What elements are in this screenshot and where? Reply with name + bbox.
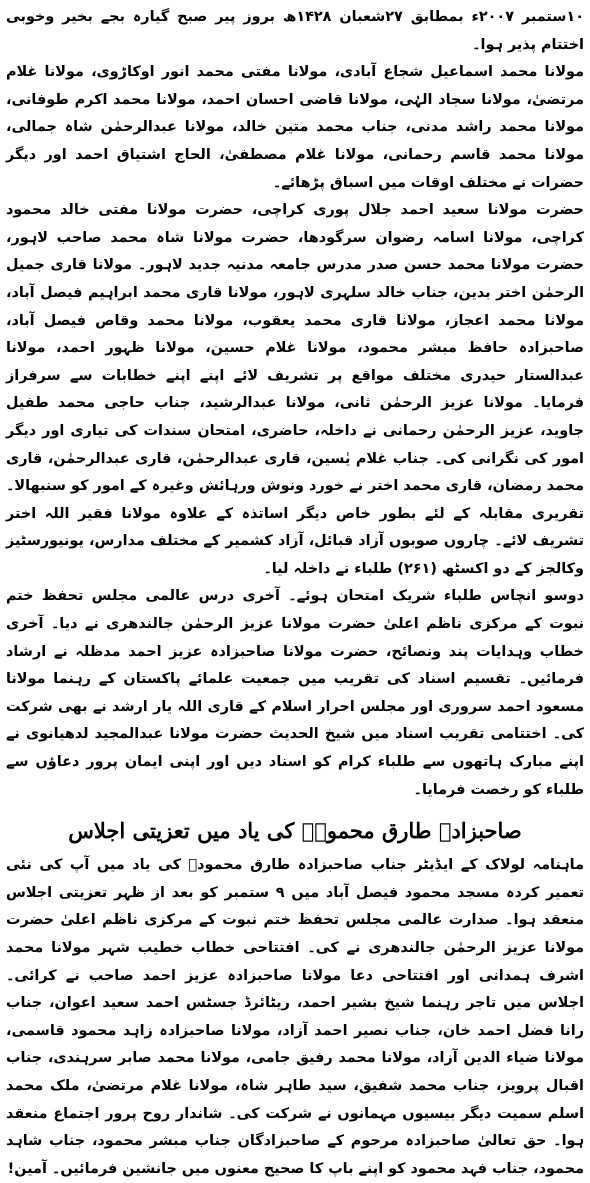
condolence-heading: صاحبزادہ طارق محمودؒ کی یاد میں تعزیتی اجلاس [68, 818, 522, 844]
condolence-paragraph: ماہنامہ لولاک کے ایڈیٹر جناب صاحبزادہ طارق محمودؒ کی یاد میں آپ کی نئی تعمیر کردہ مسجد محمود فیصل آباد میں ۹ ستمبر کو بعد از ظہر تعزیتی اجلاس منعقد ہوا۔ صدارت عالمی مجلس تحفظ ختم نبوت کے مرکزی ناظم اعلیٰ حضرت مولانا عزیز الرحمٰن جالندھری نے کی۔ افتتاحی خطاب خطیب شہر مولانا محمد اشرف ہمدانی اور افتتاحی دعا مولانا صاحبزادہ عزیز احمد صاحب نے کرائی۔ اجلاس میں تاجر رہنما شیخ بشیر احمد، ریٹائرڈ جسٹس احمد سعید اعوان، جناب رانا فضل احمد خان، جناب نصیر احمد آزاد، مولانا صاحبزادہ زاہد محمود قاسمی، مولانا ضیاء الدین آزاد، مولانا محمد رفیق جامی، مولانا محمد صابر سرہندی، جناب اقبال پرویز، جناب محمد شفیق، سید طاہر شاہ، مولانا غلام مرتضیٰ، ملک محمد اسلم سمیت دیگر بیسیوں مہمانوں نے شرکت کی۔ شاندار روح پرور اجتماع منعقد ہوا۔ حق تعالیٰ صاحبزادہ مرحوم کے صاحبزادگان جناب مبشر محمود، جناب شاہد محمود، جناب فہد محمود کو اپنے باپ کا صحیح معنوں میں جانشین فرمائیں۔ آمین! [6, 857, 584, 1177]
closing-date-paragraph: ۱۰ستمبر ۲۰۰۷ء بمطابق ۲۷شعبان ۱۴۲۸ھ بروز پیر صبح گیارہ بجے بخیر وخوبی اختتام پذیر ہوا۔ [6, 9, 584, 53]
teachers-paragraph: مولانا محمد اسماعیل شجاع آبادی، مولانا مفتی محمد انور اوکاڑوی، مولانا غلام مرتضیٰ، مولانا سجاد الہٰی، مولانا قاضی احسان احمد، مولانا محمد اکرم طوفانی، مولانا محمد راشد مدنی، جناب محمد متین خالد، مولانا عبدالرحمٰن شاہ جمالی، مولانا محمد قاسم رحمانی، مولانا غلام مصطفیٰ، الحاج اشتیاق احمد اور دیگر حضرات نے مختلف اوقات میں اسباق پڑھائے۔ [6, 64, 584, 191]
exam-ceremony-paragraph: دوسو انچاس طلباء شریک امتحان ہوئے۔ آخری درس عالمی مجلس تحفظ ختم نبوت کے مرکزی ناظم اعلیٰ حضرت مولانا عزیز الرحمٰن جالندھری نے دیا۔ آخری خطاب وہدایات پند ونصائح، حضرت مولانا صاحبزادہ عزیز احمد مدظلہ نے ارشاد فرمائیں۔ تقسیم اسناد کی تقریب میں جمعیت علمائے پاکستان کے رہنما مولانا مسعود احمد سروری اور مجلس احرار اسلام کے قاری اللہ یار ارشد نے بھی شرکت کی۔ اختتامی تقریب اسناد میں شیخ الحدیث حضرت مولانا عبدالمجید لدھیانوی نے اپنے مبارک ہاتھوں سے طلباء کرام کو اسناد دیں اور اپنی ایمان پرور دعاؤں سے طلباء کو رخصت فرمایا۔ [6, 588, 584, 798]
guests-paragraph: حضرت مولانا سعید احمد جلال پوری کراچی، حضرت مولانا مفتی خالد محمود کراچی، مولانا اسامہ رضوان سرگودھا، حضرت مولانا شاہ محمد صاحب لاہور، حضرت مولانا محمد حسن صدر مدرس جامعہ مدنیہ جدید لاہور۔ مولانا قاری جمیل الرحمٰن اختر بدین، جناب خالد سلہری لاہور، مولانا قاری محمد ابراہیم فیصل آباد، مولانا محمد اعجاز، مولانا قاری محمد یعقوب، مولانا محمد وقاص فیصل آباد، صاحبزادہ حافظ مبشر محمود، مولانا غلام حسین، مولانا ظہور احمد، مولانا عبدالستار حیدری مختلف مواقع پر تشریف لائے اپنے اپنے خطابات سے سرفراز فرمایا۔ مولانا عزیز الرحمٰن ثانی، مولانا عبدالرشید، جناب حاجی محمد طفیل جاوید، عزیز الرحمٰن رحمانی نے داخلہ، حاضری، امتحان سندات کی تیاری اور دیگر امور کی نگرانی کی۔ جناب غلام یٰسین، قاری عبدالرحمٰن، قاری عبدالرحمٰن، قاری محمد رمضان، قاری محمد اختر نے خورد ونوش ورہائش وغیرہ کے امور کو سنبھالا۔ تقریری مقابلہ کے لئے بطور خاص دیگر اساتذہ کے علاوہ مولانا فقیر اللہ اختر تشریف لائے۔ چاروں صوبوں آزاد قبائل، آزاد کشمیر کے مختلف مدارس، یونیورسٹیز وکالجز کے دو اکسٹھ (۲۶۱) طلباء نے داخلہ لیا۔ [6, 202, 584, 577]
